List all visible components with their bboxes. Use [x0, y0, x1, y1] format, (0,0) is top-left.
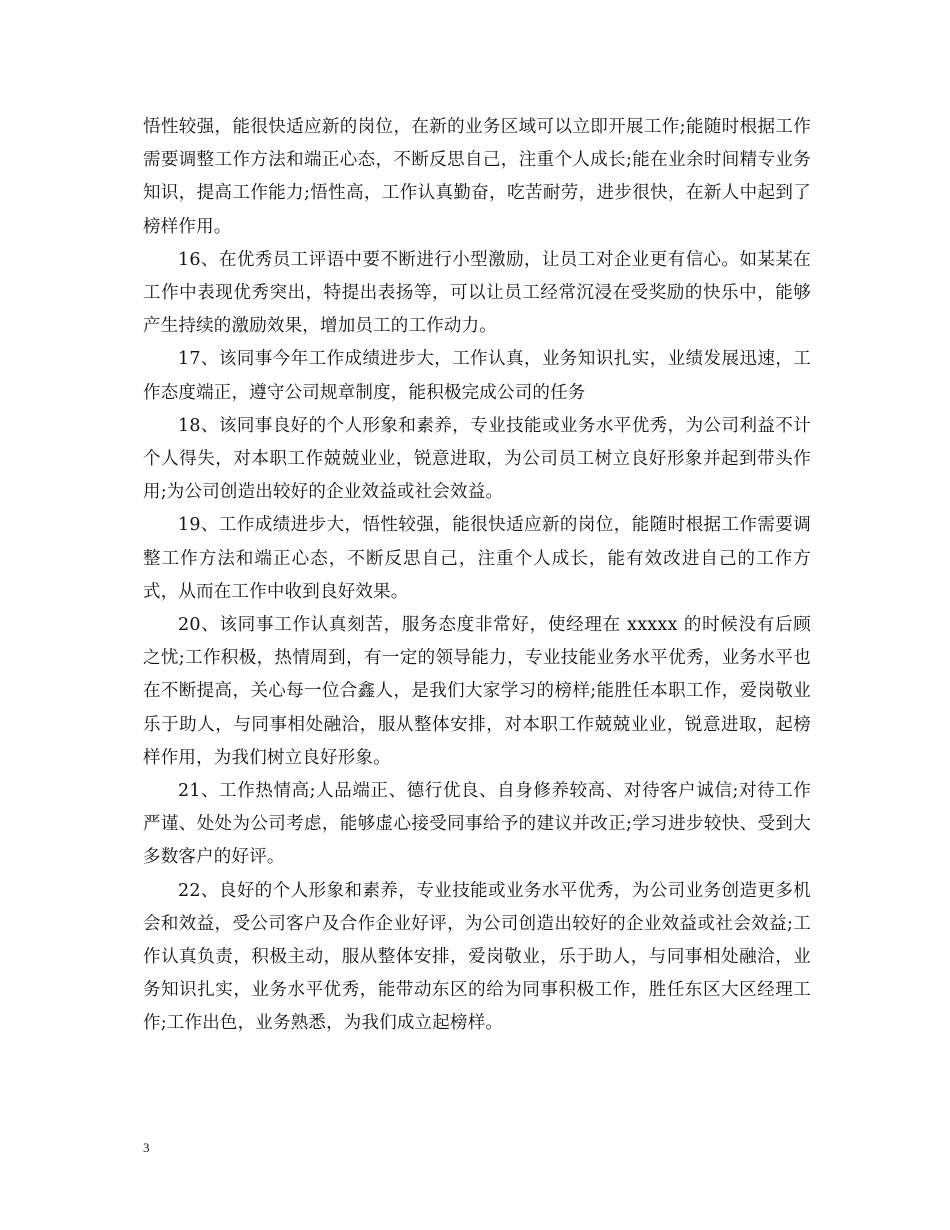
paragraph-continuation: 悟性较强，能很快适应新的岗位，在新的业务区域可以立即开展工作;能随时根据工作需要调整工作方法和端正心态，不断反思自己，注重个人成长;能在业余时间精专业务知识，提高工作能力;悟性高，工作认真勤奋，吃苦耐劳，进步很快，在新人中起到了榜样作用。	[143, 117, 811, 237]
paragraph-item-18: 18、该同事良好的个人形象和素养，专业技能或业务水平优秀，为公司利益不计个人得失，对本职工作兢兢业业，锐意进取，为公司员工树立良好形象并起到带头作用;为公司创造出较好的企业效益或社会效益。	[143, 415, 811, 503]
paragraph-item-22: 22、良好的个人形象和素养，专业技能或业务水平优秀，为公司业务创造更多机会和效益，受公司客户及合作企业好评，为公司创造出较好的企业效益或社会效益;工作认真负责，积极主动，服从整体安排，爱岗敬业，乐于助人，与同事相处融洽，业务知识扎实，业务水平优秀，能带动东区的给为同事积极工作，胜任东区大区经理工作;工作出色，业务熟悉，为我们成立起榜样。	[143, 880, 811, 1034]
paragraph-item-17: 17、该同事今年工作成绩进步大，工作认真，业务知识扎实，业绩发展迅速，工作态度端正，遵守公司规章制度，能积极完成公司的任务	[143, 349, 811, 403]
paragraph-item-19: 19、工作成绩进步大，悟性较强，能很快适应新的岗位，能随时根据工作需要调整工作方法和端正心态，不断反思自己，注重个人成长，能有效改进自己的工作方式，从而在工作中收到良好效果。	[143, 515, 811, 602]
paragraph-item-16: 16、在优秀员工评语中要不断进行小型激励，让员工对企业更有信心。如某某在工作中表现优秀突出，特提出表扬等，可以让员工经常沉浸在受奖励的快乐中，能够产生持续的激励效果，增加员工的工作动力。	[143, 249, 811, 337]
paragraph-item-21: 21、工作热情高;人品端正、德行优良、自身修养较高、对待客户诚信;对待工作严谨、处处为公司考虑，能够虚心接受同事给予的建议并改正;学习进步较快、受到大多数客户的好评。	[143, 781, 811, 868]
page-number: 3	[143, 1140, 150, 1155]
page-body	[143, 111, 811, 1041]
paragraph-item-20: 20、该同事工作认真刻苦，服务态度非常好，使经理在 xxxxx 的时候没有后顾之忧;工作积极，热情周到，有一定的领导能力，专业技能业务水平优秀，业务水平也在不断提高，关心每一位合鑫人，是我们大家学习的榜样;能胜任本职工作，爱岗敬业乐于助人，与同事相处融洽，服从整体安排，对本职工作兢兢业业，锐意进取，起榜样作用，为我们树立良好形象。	[143, 615, 811, 768]
